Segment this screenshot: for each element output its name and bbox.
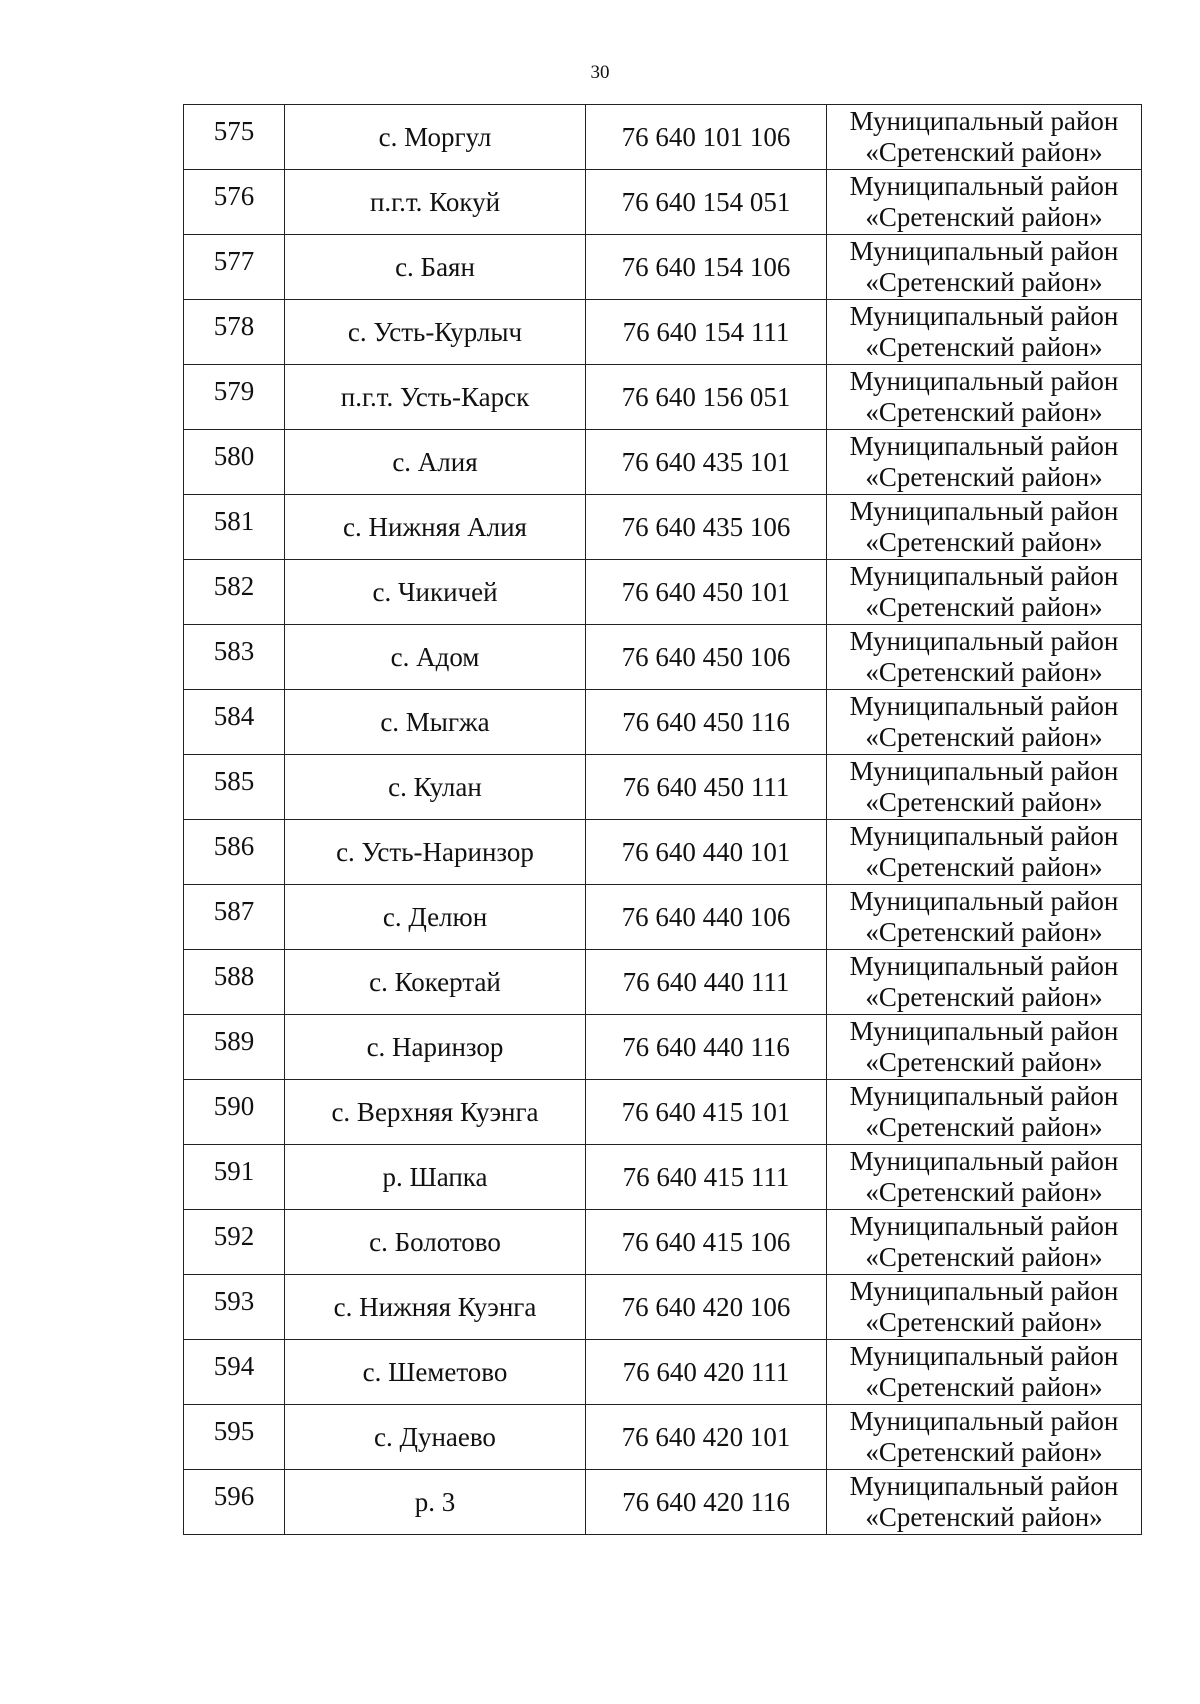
district-name: «Сретенский район»: [865, 202, 1103, 232]
row-number-cell: [184, 1145, 285, 1210]
district-type: Муниципальный район: [849, 691, 1119, 721]
settlement-name: с. Усть-Курлыч: [285, 300, 586, 365]
table-row: [184, 755, 1142, 820]
table-row: [184, 1145, 1142, 1210]
table-row: [184, 625, 1142, 690]
settlement-name: с. Чикичей: [285, 560, 586, 625]
row-number: 591: [213, 1155, 255, 1186]
row-number-cell: [184, 1080, 285, 1145]
row-number: 587: [213, 895, 255, 926]
district-type: Муниципальный район: [849, 496, 1119, 526]
table-row: [184, 1340, 1142, 1405]
oktmo-code: 76 640 154 106: [586, 235, 827, 300]
district-name: «Сретенский район»: [865, 1372, 1103, 1402]
table-row: [184, 1405, 1142, 1470]
district-name: «Сретенский район»: [865, 462, 1103, 492]
table-row: [184, 950, 1142, 1015]
settlement-name: с. Усть-Наринзор: [285, 820, 586, 885]
row-number-cell: [184, 365, 285, 430]
row-number: 583: [213, 635, 255, 666]
district-name: «Сретенский район»: [865, 592, 1103, 622]
row-number: 594: [213, 1350, 255, 1381]
row-number: 582: [213, 570, 255, 601]
row-number-cell: [184, 755, 285, 820]
district-type: Муниципальный район: [849, 366, 1119, 396]
row-number: 585: [213, 765, 255, 796]
settlement-name: с. Дунаево: [285, 1405, 586, 1470]
oktmo-code: 76 640 154 051: [586, 170, 827, 235]
table-row: [184, 560, 1142, 625]
district-name: «Сретенский район»: [865, 1177, 1103, 1207]
district-name: «Сретенский район»: [865, 527, 1103, 557]
district-name: «Сретенский район»: [865, 267, 1103, 297]
settlement-name: с. Кокертай: [285, 950, 586, 1015]
district-name: «Сретенский район»: [865, 397, 1103, 427]
table-row: [184, 300, 1142, 365]
district-type: Муниципальный район: [849, 886, 1119, 916]
row-number: 589: [213, 1025, 255, 1056]
district-cell: [827, 885, 1142, 950]
district-name: «Сретенский район»: [865, 137, 1103, 167]
district-name: «Сретенский район»: [865, 1437, 1103, 1467]
district-type: Муниципальный район: [849, 1016, 1119, 1046]
district-type: Муниципальный район: [849, 431, 1119, 461]
row-number: 584: [213, 700, 255, 731]
settlement-name: с. Нижняя Алия: [285, 495, 586, 560]
district-cell: [827, 105, 1142, 170]
oktmo-code: 76 640 435 106: [586, 495, 827, 560]
table-row: [184, 105, 1142, 170]
settlement-name: с. Кулан: [285, 755, 586, 820]
settlement-name: п.г.т. Усть-Карск: [285, 365, 586, 430]
row-number-cell: [184, 235, 285, 300]
district-type: Муниципальный район: [849, 951, 1119, 981]
settlement-name: с. Баян: [285, 235, 586, 300]
settlement-name: с. Мыгжа: [285, 690, 586, 755]
table-row: [184, 1080, 1142, 1145]
district-cell: [827, 690, 1142, 755]
district-cell: [827, 820, 1142, 885]
row-number: 579: [213, 375, 255, 406]
district-cell: [827, 950, 1142, 1015]
table-row: [184, 820, 1142, 885]
oktmo-code: 76 640 450 101: [586, 560, 827, 625]
row-number-cell: [184, 300, 285, 365]
settlement-name: с. Болотово: [285, 1210, 586, 1275]
settlement-name: с. Шеметово: [285, 1340, 586, 1405]
district-cell: [827, 300, 1142, 365]
oktmo-code: 76 640 415 111: [586, 1145, 827, 1210]
district-name: «Сретенский район»: [865, 1307, 1103, 1337]
district-type: Муниципальный район: [849, 626, 1119, 656]
row-number: 596: [213, 1480, 255, 1511]
table-row: [184, 1275, 1142, 1340]
table-row: [184, 1015, 1142, 1080]
district-cell: [827, 1145, 1142, 1210]
row-number-cell: [184, 820, 285, 885]
oktmo-code: 76 640 435 101: [586, 430, 827, 495]
district-type: Муниципальный район: [849, 756, 1119, 786]
table-row: [184, 690, 1142, 755]
oktmo-code: 76 640 420 116: [586, 1470, 827, 1535]
row-number: 581: [213, 505, 255, 536]
oktmo-code: 76 640 440 116: [586, 1015, 827, 1080]
row-number-cell: [184, 625, 285, 690]
row-number: 595: [213, 1415, 255, 1446]
settlement-name: с. Верхняя Куэнга: [285, 1080, 586, 1145]
district-name: «Сретенский район»: [865, 982, 1103, 1012]
oktmo-code: 76 640 101 106: [586, 105, 827, 170]
settlement-name: с. Делюн: [285, 885, 586, 950]
row-number-cell: [184, 105, 285, 170]
district-cell: [827, 235, 1142, 300]
settlement-name: п.г.т. Кокуй: [285, 170, 586, 235]
district-name: «Сретенский район»: [865, 1047, 1103, 1077]
district-cell: [827, 430, 1142, 495]
table-row: [184, 495, 1142, 560]
row-number: 593: [213, 1285, 255, 1316]
row-number-cell: [184, 1015, 285, 1080]
table-body: [184, 105, 1142, 1535]
district-name: «Сретенский район»: [865, 657, 1103, 687]
district-cell: [827, 1080, 1142, 1145]
table-row: [184, 885, 1142, 950]
row-number: 578: [213, 310, 255, 341]
row-number-cell: [184, 430, 285, 495]
row-number: 588: [213, 960, 255, 991]
row-number-cell: [184, 885, 285, 950]
table-row: [184, 430, 1142, 495]
district-type: Муниципальный район: [849, 1211, 1119, 1241]
row-number: 590: [213, 1090, 255, 1121]
settlements-table: [183, 104, 1142, 1535]
district-cell: [827, 625, 1142, 690]
row-number: 576: [213, 180, 255, 211]
district-name: «Сретенский район»: [865, 1112, 1103, 1142]
district-type: Муниципальный район: [849, 1081, 1119, 1111]
row-number-cell: [184, 495, 285, 560]
oktmo-code: 76 640 415 101: [586, 1080, 827, 1145]
district-type: Муниципальный район: [849, 301, 1119, 331]
page-number: 30: [590, 62, 610, 83]
row-number-cell: [184, 1340, 285, 1405]
district-cell: [827, 1405, 1142, 1470]
oktmo-code: 76 640 440 106: [586, 885, 827, 950]
oktmo-code: 76 640 450 116: [586, 690, 827, 755]
row-number-cell: [184, 1405, 285, 1470]
district-cell: [827, 1275, 1142, 1340]
district-type: Муниципальный район: [849, 1406, 1119, 1436]
district-name: «Сретенский район»: [865, 787, 1103, 817]
oktmo-code: 76 640 415 106: [586, 1210, 827, 1275]
oktmo-code: 76 640 420 106: [586, 1275, 827, 1340]
settlement-name: с. Нижняя Куэнга: [285, 1275, 586, 1340]
district-type: Муниципальный район: [849, 1341, 1119, 1371]
table-row: [184, 365, 1142, 430]
district-type: Муниципальный район: [849, 1146, 1119, 1176]
oktmo-code: 76 640 154 111: [586, 300, 827, 365]
table-row: [184, 1470, 1142, 1535]
oktmo-code: 76 640 156 051: [586, 365, 827, 430]
row-number-cell: [184, 560, 285, 625]
table-row: [184, 170, 1142, 235]
district-cell: [827, 1470, 1142, 1535]
settlement-name: с. Алия: [285, 430, 586, 495]
district-type: Муниципальный район: [849, 821, 1119, 851]
district-cell: [827, 755, 1142, 820]
district-name: «Сретенский район»: [865, 917, 1103, 947]
district-name: «Сретенский район»: [865, 1242, 1103, 1272]
row-number-cell: [184, 170, 285, 235]
settlement-name: р. 3: [285, 1470, 586, 1535]
row-number: 580: [213, 440, 255, 471]
district-type: Муниципальный район: [849, 561, 1119, 591]
settlement-name: с. Моргул: [285, 105, 586, 170]
district-cell: [827, 1015, 1142, 1080]
oktmo-code: 76 640 450 106: [586, 625, 827, 690]
row-number-cell: [184, 950, 285, 1015]
district-name: «Сретенский район»: [865, 852, 1103, 882]
district-name: «Сретенский район»: [865, 1502, 1103, 1532]
settlement-name: с. Адом: [285, 625, 586, 690]
district-name: «Сретенский район»: [865, 332, 1103, 362]
row-number-cell: [184, 1210, 285, 1275]
row-number-cell: [184, 690, 285, 755]
oktmo-code: 76 640 450 111: [586, 755, 827, 820]
district-type: Муниципальный район: [849, 1276, 1119, 1306]
district-type: Муниципальный район: [849, 1471, 1119, 1501]
district-cell: [827, 170, 1142, 235]
row-number: 592: [213, 1220, 255, 1251]
oktmo-code: 76 640 420 111: [586, 1340, 827, 1405]
oktmo-code: 76 640 440 101: [586, 820, 827, 885]
district-type: Муниципальный район: [849, 106, 1119, 136]
table-row: [184, 235, 1142, 300]
district-cell: [827, 1210, 1142, 1275]
table-row: [184, 1210, 1142, 1275]
oktmo-code: 76 640 420 101: [586, 1405, 827, 1470]
settlement-name: р. Шапка: [285, 1145, 586, 1210]
row-number: 577: [213, 245, 255, 276]
district-type: Муниципальный район: [849, 171, 1119, 201]
row-number-cell: [184, 1275, 285, 1340]
row-number: 575: [213, 115, 255, 146]
district-type: Муниципальный район: [849, 236, 1119, 266]
row-number: 586: [213, 830, 255, 861]
oktmo-code: 76 640 440 111: [586, 950, 827, 1015]
settlement-name: с. Наринзор: [285, 1015, 586, 1080]
district-cell: [827, 495, 1142, 560]
district-cell: [827, 560, 1142, 625]
district-cell: [827, 365, 1142, 430]
district-name: «Сретенский район»: [865, 722, 1103, 752]
district-cell: [827, 1340, 1142, 1405]
row-number-cell: [184, 1470, 285, 1535]
